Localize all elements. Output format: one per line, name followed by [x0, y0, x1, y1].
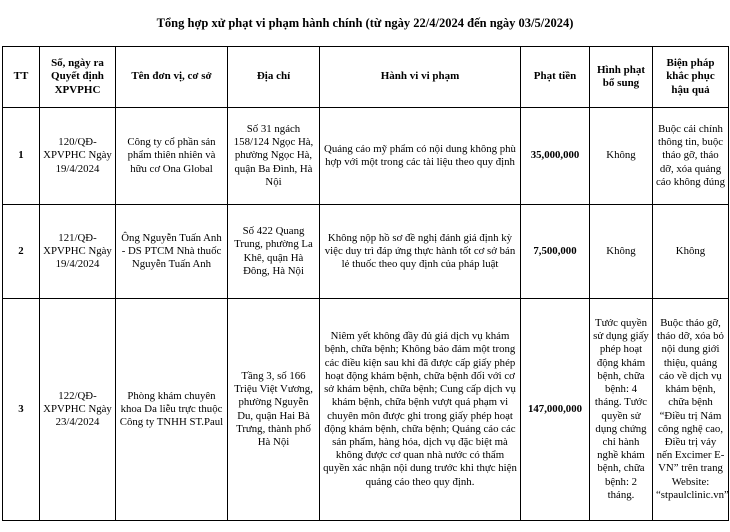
row-unit: Ông Nguyễn Tuấn Anh - DS PTCM Nhà thuốc Nguyễn Tuấn Anh	[116, 205, 228, 299]
row-fine: 7,500,000	[521, 205, 590, 299]
header-remedy: Biện pháp khắc phục hậu quả	[653, 47, 729, 108]
row-address: Tầng 3, số 166 Triệu Việt Vương, phường Nguyễn Du, quận Hai Bà Trưng, thành phố Hà Nội	[228, 299, 320, 521]
row-extra-penalty: Không	[590, 205, 653, 299]
row-extra-penalty: Tước quyền sử dụng giấy phép hoạt động khám bệnh, chữa bệnh: 4 tháng. Tước quyền sử dụng chứng chỉ hành nghề khám bệnh, chữa bệnh: 2 tháng.	[590, 299, 653, 521]
row-decision: 122/QĐ-XPVPHC Ngày 23/4/2024	[40, 299, 116, 521]
row-remedy: Buộc cải chính thông tin, buộc tháo gỡ, tháo dỡ, xóa quảng cáo không đúng	[653, 108, 729, 205]
row-address: Số 31 ngách 158/124 Ngọc Hà, phường Ngọc Hà, quận Ba Đình, Hà Nội	[228, 108, 320, 205]
header-decision: Số, ngày ra Quyết định XPVPHC	[40, 47, 116, 108]
row-remedy: Không	[653, 205, 729, 299]
table-row	[3, 205, 729, 299]
violations-table	[2, 46, 729, 521]
header-unit: Tên đơn vị, cơ sở	[116, 47, 228, 108]
header-tt: TT	[3, 47, 40, 108]
row-tt: 3	[3, 299, 40, 521]
header-address: Địa chỉ	[228, 47, 320, 108]
page-title: Tổng hợp xử phạt vi phạm hành chính (từ ngày 22/4/2024 đến ngày 03/5/2024)	[156, 16, 574, 30]
row-tt: 2	[3, 205, 40, 299]
row-remedy: Buộc tháo gỡ, tháo dỡ, xóa bỏ nội dung giới thiệu, quảng cáo về dịch vụ khám bệnh, chữa bệnh “Điều trị Nám công nghệ cao, Điều trị vảy nến Excimer E-VN” trên trang Website: “stpaulclinic.vn”	[653, 299, 729, 521]
row-violation: Niêm yết không đầy đủ giá dịch vụ khám bệnh, chữa bệnh; Không bảo đảm một trong các điều kiện sau khi đã được cấp giấy phép hoạt động khám bệnh, chữa bệnh đối với cơ sở khám bệnh, chữa bệnh; Cung cấp dịch vụ khám bệnh, chữa bệnh vượt quá phạm vi chuyên môn được ghi trong giấy phép hoạt động khám bệnh, chữa bệnh; Quảng cáo các sản phẩm, hàng hóa, dịch vụ đặc biệt mà không được cơ quan nhà nước có thẩm quyền xác nhận nội dung trước khi thực hiện quảng cáo theo quy định.	[320, 299, 521, 521]
row-tt: 1	[3, 108, 40, 205]
row-address: Số 422 Quang Trung, phường La Khê, quận Hà Đông, Hà Nội	[228, 205, 320, 299]
table-row	[3, 299, 729, 521]
row-violation: Quảng cáo mỹ phẩm có nội dung không phù hợp với một trong các tài liệu theo quy định	[320, 108, 521, 205]
row-violation: Không nộp hồ sơ đề nghị đánh giá định kỳ việc duy trì đáp ứng thực hành tốt cơ sở bán lẻ thuốc theo quy định của pháp luật	[320, 205, 521, 299]
row-fine: 35,000,000	[521, 108, 590, 205]
header-extra-penalty: Hình phạt bổ sung	[590, 47, 653, 108]
row-decision: 120/QĐ-XPVPHC Ngày 19/4/2024	[40, 108, 116, 205]
row-fine: 147,000,000	[521, 299, 590, 521]
row-unit: Công ty cổ phần sản phẩm thiên nhiên và hữu cơ Ona Global	[116, 108, 228, 205]
header-row	[3, 47, 729, 108]
row-decision: 121/QĐ-XPVPHC Ngày 19/4/2024	[40, 205, 116, 299]
row-extra-penalty: Không	[590, 108, 653, 205]
table-row	[3, 108, 729, 205]
header-fine: Phạt tiền	[521, 47, 590, 108]
row-unit: Phòng khám chuyên khoa Da liễu trực thuộc Công ty TNHH ST.Paul	[116, 299, 228, 521]
header-violation: Hành vi vi phạm	[320, 47, 521, 108]
